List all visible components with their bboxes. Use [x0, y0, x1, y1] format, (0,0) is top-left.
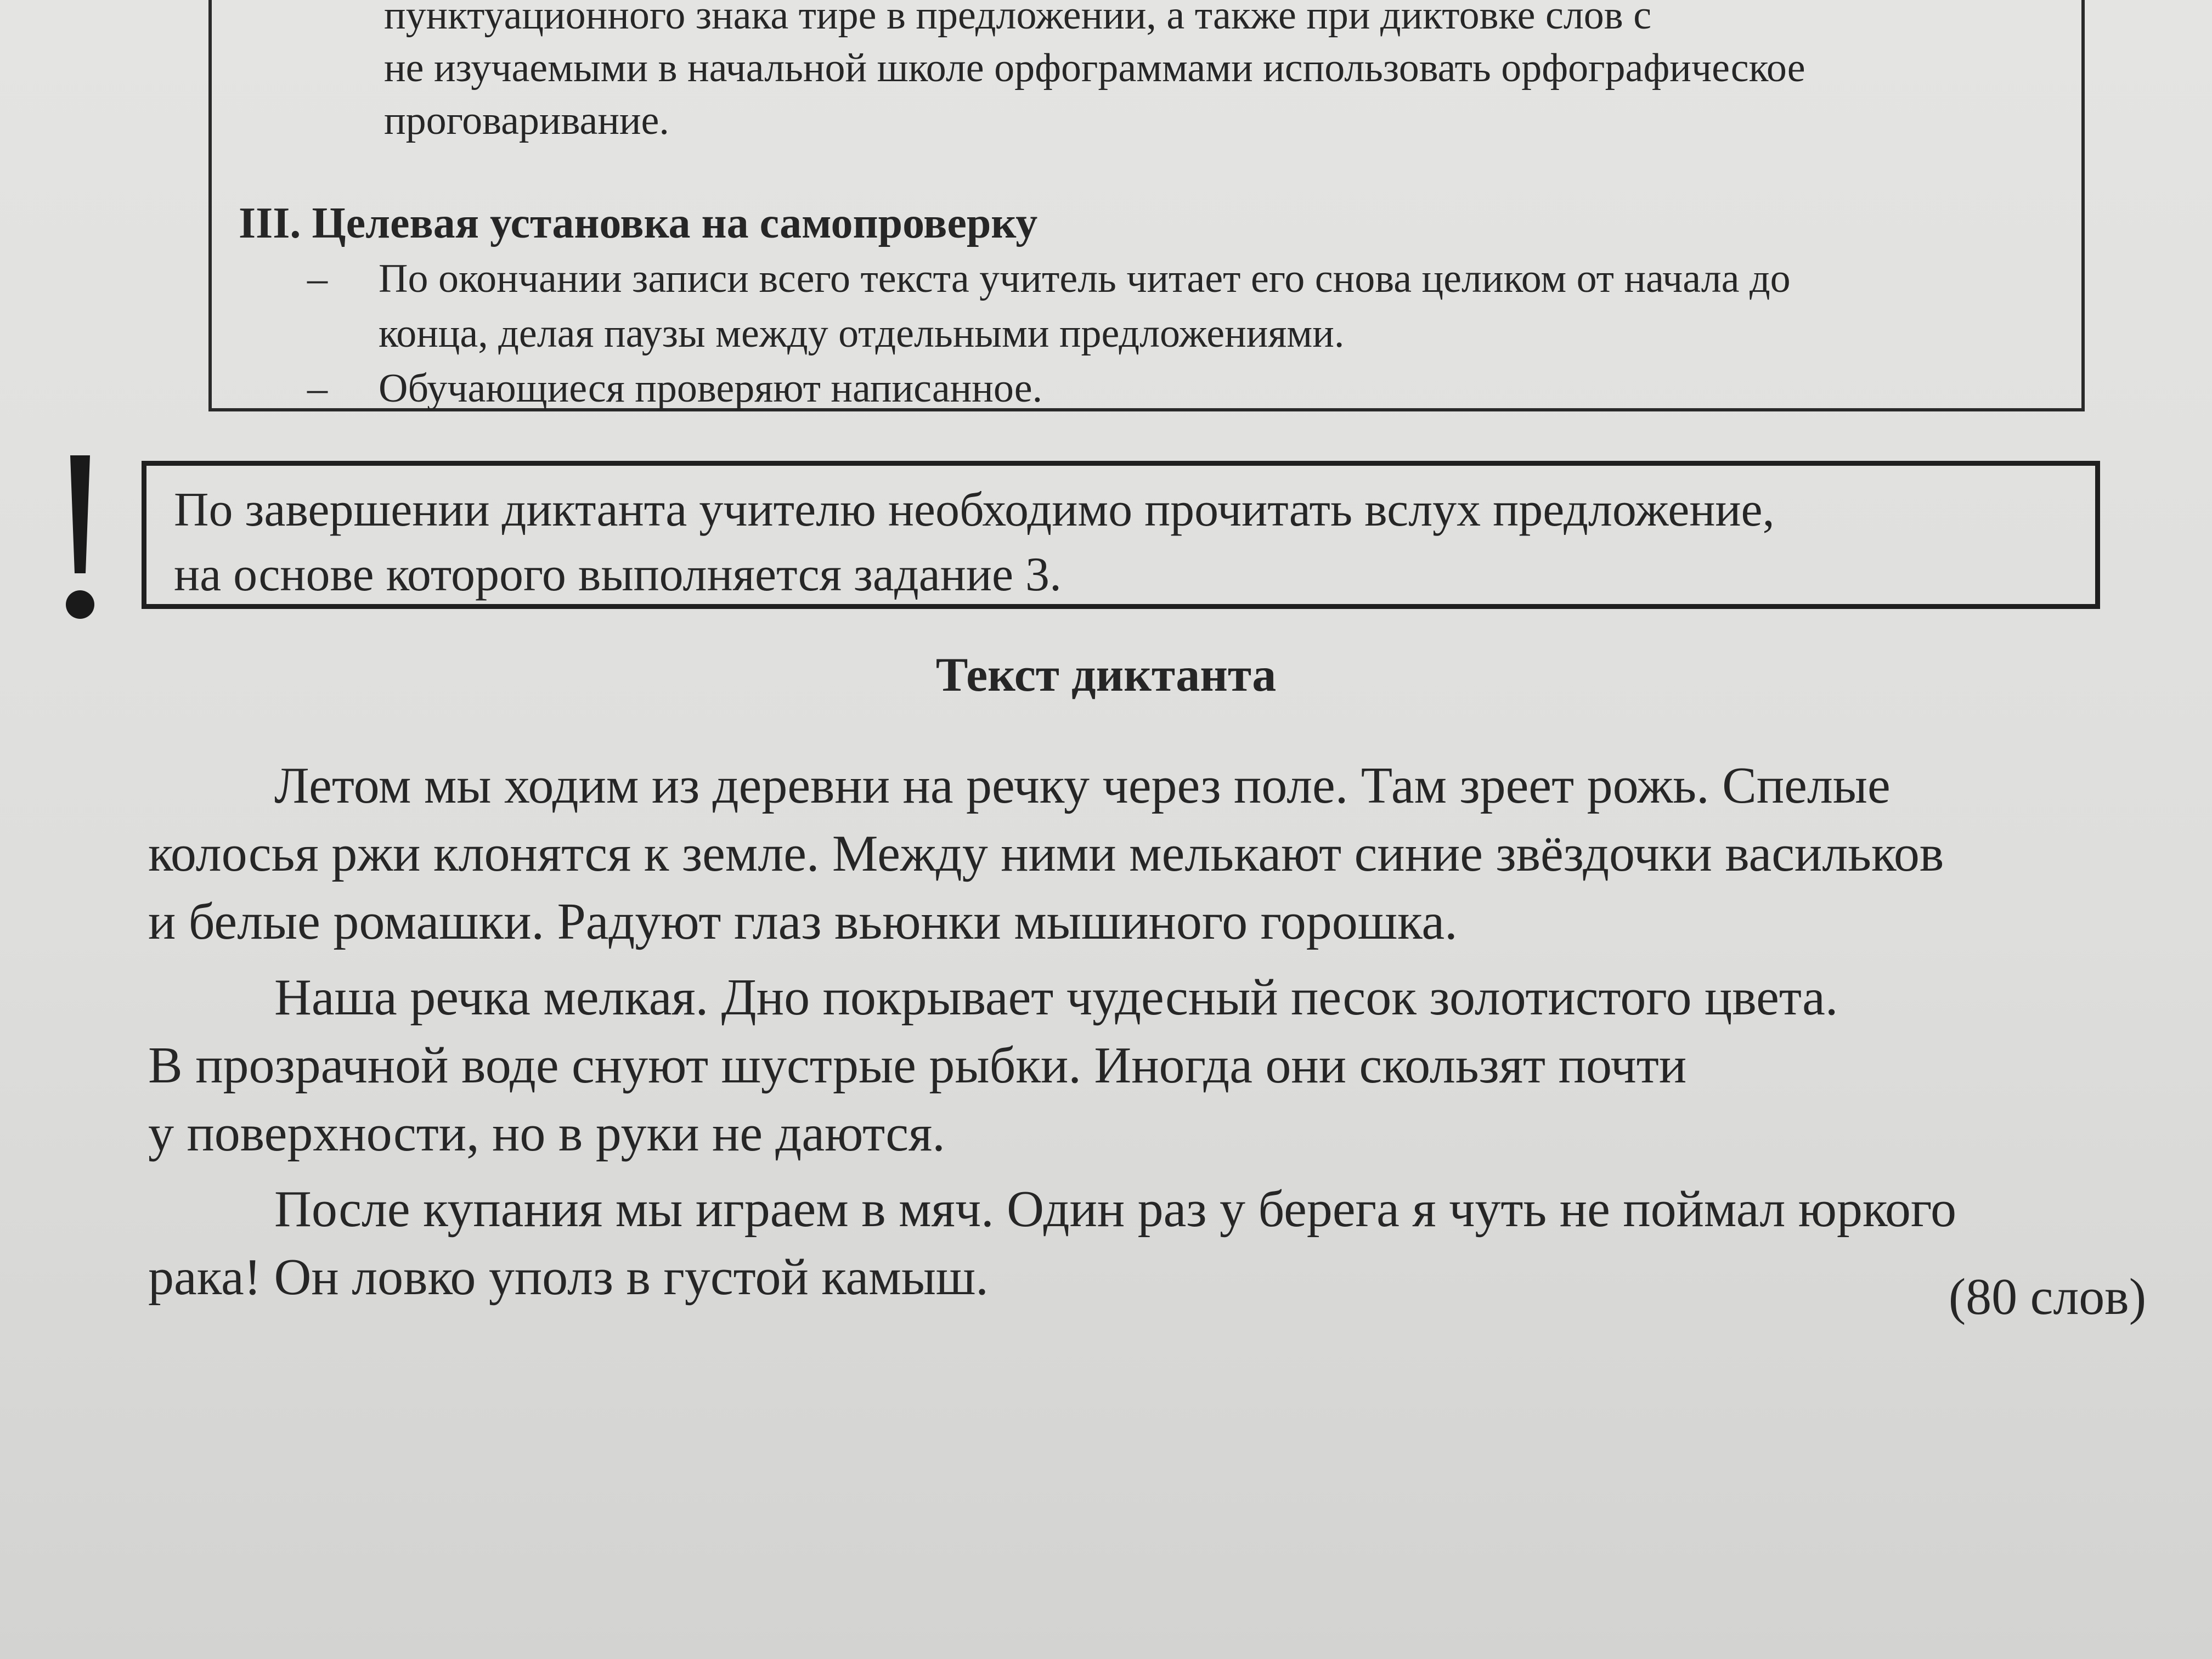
notice-line: на основе которого выполняется задание 3.: [174, 548, 1062, 601]
list-item: [307, 361, 2063, 416]
dictation-line: После купания мы играем в мяч. Один раз у берега я чуть не поймал юркого: [274, 1181, 1957, 1238]
notice-line: По завершении диктанта учителю необходимо прочитать вслух предложение,: [174, 483, 1775, 537]
word-count: (80 слов): [1948, 1268, 2146, 1325]
list-item-text: По окончании записи всего текста учитель читает его снова целиком от начала до: [379, 256, 1791, 301]
dash-marker: –: [307, 256, 328, 301]
dictation-paragraph: [148, 752, 2123, 956]
dictation-line: Летом мы ходим из деревни на речку через поле. Там зреет рожь. Спелые: [274, 757, 1891, 814]
instruction-line: не изучаемыми в начальной школе орфограммами использовать орфографическое: [384, 46, 1805, 91]
dictation-line: Наша речка мелкая. Дно покрывает чудесный песок золотистого цвета.: [274, 969, 1838, 1026]
dictation-text: [148, 752, 2123, 1319]
instruction-line: проговаривание.: [384, 98, 669, 143]
dictation-paragraph: [148, 963, 2123, 1167]
section-heading: III. Целевая установка на самопроверку: [239, 199, 1038, 247]
instruction-paragraph-partial: [181, 0, 2046, 147]
exclamation-icon: [60, 450, 99, 631]
list-item-text: конца, делая паузы между отдельными предложениями.: [379, 311, 1345, 356]
dash-marker: –: [307, 366, 328, 411]
dictation-line: В прозрачной воде снуют шустрые рыбки. Иногда они скользят почти: [148, 1037, 1687, 1094]
dictation-line: колосья ржи клонятся к земле. Между ними мелькают синие звёздочки васильков: [148, 825, 1944, 882]
instruction-line: пунктуационного знака тире в предложении, а также при диктовке слов с: [384, 0, 1652, 38]
dictation-title: Текст диктанта: [935, 648, 1277, 702]
dictation-paragraph: [148, 1175, 2123, 1311]
list-item-text: Обучающиеся проверяют написанное.: [379, 366, 1043, 411]
teacher-notice: [142, 461, 2100, 609]
dictation-line: у поверхности, но в руки не даются.: [148, 1105, 945, 1162]
dictation-line: и белые ромашки. Радуют глаз вьюнки мышиного горошка.: [148, 893, 1458, 950]
dictation-line: рака! Он ловко уполз в густой камыш.: [148, 1249, 989, 1306]
self-check-list: [307, 251, 2063, 416]
list-item: [307, 251, 2063, 361]
